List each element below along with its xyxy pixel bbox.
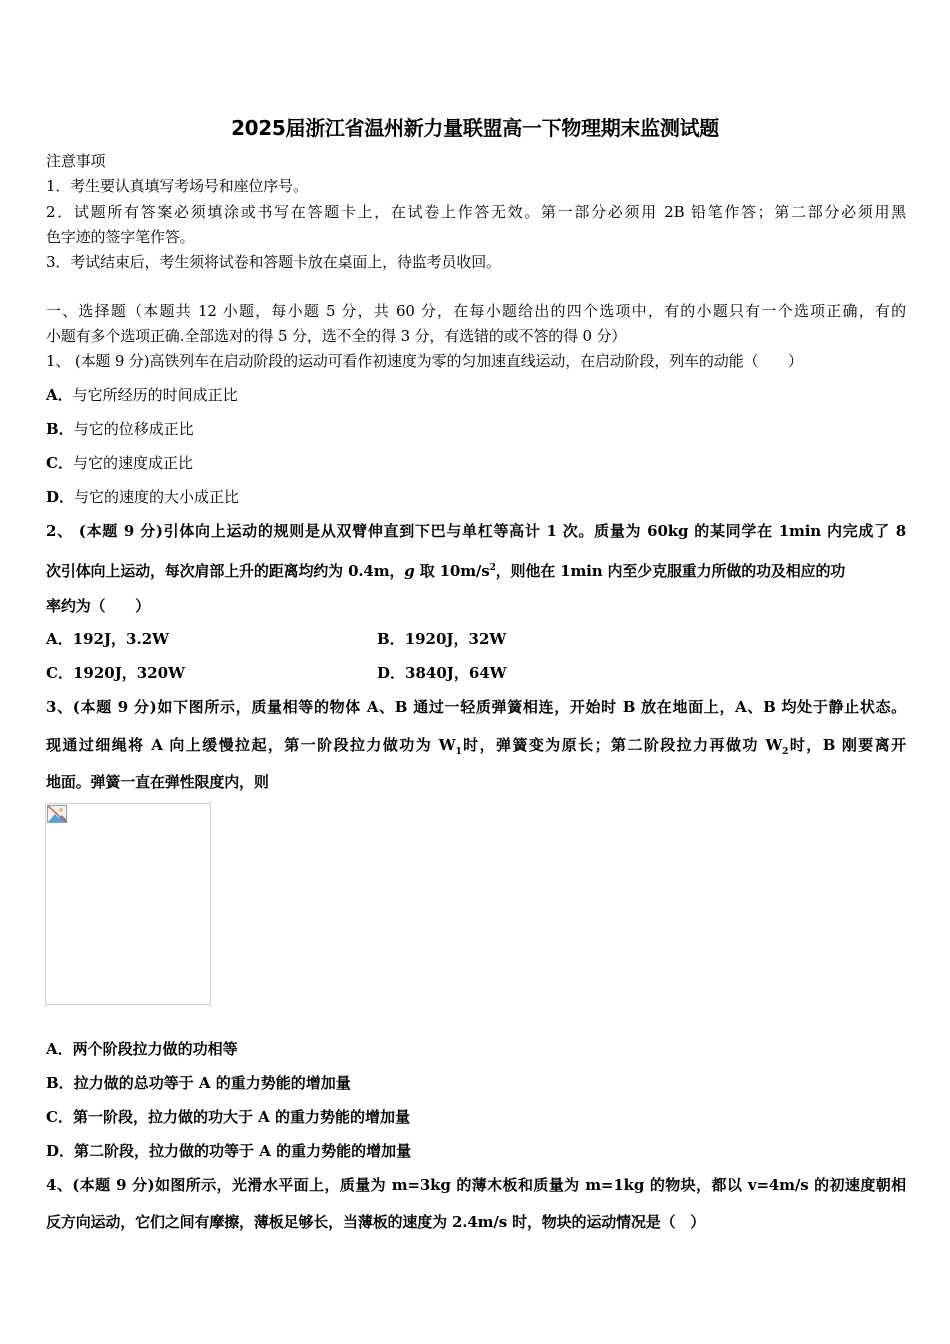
- question-3-option-d: D．第二阶段，拉力做的功等于 A 的重力势能的增加量: [46, 1142, 412, 1160]
- question-3-figure: [45, 803, 211, 1005]
- question-2-option-b: B．1920J，32W: [377, 630, 507, 648]
- section-header: 一、选择题（本题共 12 小题，每小题 5 分，共 60 分，在每小题给出的四个选项中，有的小题只有一个选项正确，有的: [46, 302, 906, 320]
- question-1-option-d: D．与它的速度的大小成正比: [46, 488, 240, 506]
- question-2-stem-cont: 次引体向上运动，每次肩部上升的距离均约为 0.4m，g 取 $10m/s^2$，则他在 1min 内至少克服重力所做的功及相应的功: [46, 562, 846, 580]
- question-1-option-c: C．与它的速度成正比: [46, 454, 193, 472]
- question-3-option-b: B．拉力做的总功等于 A 的重力势能的增加量: [46, 1074, 351, 1092]
- notice-item-2-cont: 色字迹的签字笔作答。: [46, 228, 195, 246]
- question-2-option-a: A．192J，3.2W: [46, 630, 169, 648]
- question-4-stem: 4、(本题 9 分)如图所示，光滑水平面上，质量为 m=3kg 的薄木板和质量为 m=1kg 的物块，都以 v=4m/s 的初速度朝相: [46, 1176, 906, 1194]
- broken-image-icon: [47, 805, 67, 823]
- question-1-option-a: A．与它所经历的时间成正比: [46, 386, 238, 404]
- notice-item-3: 3．考试结束后，考生须将试卷和答题卡放在桌面上，待监考员收回。: [46, 253, 501, 271]
- question-3-stem-cont: 现通过细绳将 A 向上缓慢拉起，第一阶段拉力做功为 $W_1$时，弹簧变为原长；第二阶段拉力再做功 $W_2$时，B 刚要离开: [46, 736, 907, 757]
- page-title: 2025届浙江省温州新力量联盟高一下物理期末监测试题: [231, 116, 719, 140]
- question-2-stem: 2、 (本题 9 分)引体向上运动的规则是从双臂伸直到下巴与单杠等高计 1 次。质量为 60kg 的某同学在 1min 内完成了 8: [46, 522, 906, 540]
- question-3-stem-end: 地面。弹簧一直在弹性限度内，则: [46, 773, 269, 791]
- notice-item-2: 2．试题所有答案必须填涂或书写在答题卡上，在试卷上作答无效。第一部分必须用 2B 铅笔作答；第二部分必须用黑: [46, 203, 906, 221]
- section-header-cont: 小题有多个选项正确.全部选对的得 5 分，选不全的得 3 分，有选错的或不答的得 0 分）: [46, 327, 627, 345]
- notice-heading: 注意事项: [46, 152, 106, 170]
- question-3-option-a: A．两个阶段拉力做的功相等: [46, 1040, 238, 1058]
- question-3-stem: 3、(本题 9 分)如下图所示，质量相等的物体 A、B 通过一轻质弹簧相连，开始时 B 放在地面上，A、B 均处于静止状态。: [46, 698, 906, 716]
- question-4-stem-cont: 反方向运动，它们之间有摩擦，薄板足够长，当薄板的速度为 2.4m/s 时，物块的运动情况是（ ）: [46, 1213, 706, 1231]
- question-2-option-c: C．1920J，320W: [46, 664, 185, 682]
- question-1-option-b: B．与它的位移成正比: [46, 420, 194, 438]
- notice-item-1: 1．考生要认真填写考场号和座位序号。: [46, 177, 308, 195]
- question-2-option-d: D．3840J，64W: [377, 664, 507, 682]
- question-3-option-c: C．第一阶段，拉力做的功大于 A 的重力势能的增加量: [46, 1108, 411, 1126]
- question-2-stem-end: 率约为（ ）: [46, 597, 150, 615]
- question-1-stem: 1、 (本题 9 分)高铁列车在启动阶段的运动可看作初速度为零的匀加速直线运动，在启动阶段，列车的动能（ ）: [46, 352, 803, 370]
